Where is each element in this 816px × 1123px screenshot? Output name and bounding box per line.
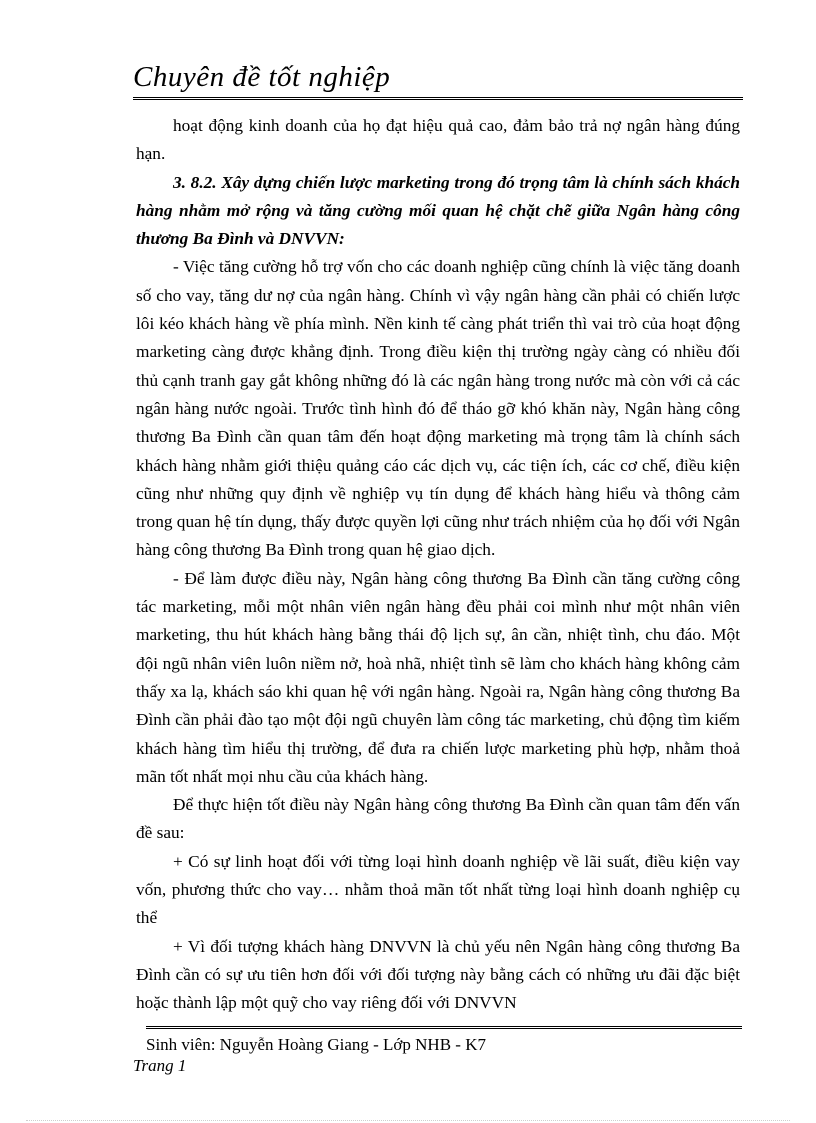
paragraph-1: hoạt động kinh doanh của họ đạt hiệu quả cao, đảm bảo trả nợ ngân hàng đúng hạn. [136, 116, 740, 164]
paragraph-6: + Vì đối tượng khách hàng DNVVN là chủ yếu nên Ngân hàng công thương Ba Đình cần có sự ưu tiên hơn đối với đối tượng này bằng cách có những ưu đãi đặc biệt hoặc thành lập một quỹ cho vay riêng đối với DNVVN [136, 936, 740, 1013]
paragraph-2: - Việc tăng cường hỗ trợ vốn cho các doanh nghiệp cũng chính là việc tăng doanh số cho vay, tăng dư nợ của ngân hàng. Chính vì vậy ngân hàng cần phải có chiến lược lôi kéo khách hàng về phía mình. Nền kinh tế càng phát triển thì vai trò của hoạt động marketing càng được khẳng định. Trong điều kiện thị trường ngày càng có nhiều đối thủ cạnh tranh gay gắt không những đó là các ngân hàng trong nước mà còn với cả các ngân hàng nước ngoài. Trước tình hình đó để tháo gỡ khó khăn này, Ngân hàng công thương Ba Đình cần quan tâm đến hoạt động marketing mà trọng tâm là chính sách khách hàng nhằm giới thiệu quảng cáo các dịch vụ, các tiện ích, các cơ chế, điều kiện cũng như những quy định về nghiệp vụ tín dụng để khách hàng hiểu và thông cảm trong quan hệ tín dụng, thấy được quyền lợi cũng như trách nhiệm của họ đối với Ngân hàng công thương Ba Đình trong quan hệ giao dịch. [136, 257, 740, 560]
document-body [136, 112, 740, 1018]
footer-divider [146, 1026, 742, 1029]
footer-page-number: Trang 1 [133, 1056, 187, 1075]
page-header-title: Chuyên đề tốt nghiệp [133, 61, 391, 93]
page-edge-line [26, 1120, 790, 1121]
section-heading: 3. 8.2. Xây dựng chiến lược marketing trong đó trọng tâm là chính sách khách hàng nhằm mở rộng và tăng cường mối quan hệ chặt chẽ giữa Ngân hàng công thương Ba Đình và DNVVN: [136, 172, 740, 249]
paragraph-3: - Để làm được điều này, Ngân hàng công thương Ba Đình cần tăng cường công tác marketing, mỗi một nhân viên ngân hàng đều phải coi mình như một nhân viên marketing, thu hút khách hàng bằng thái độ lịch sự, ân cần, nhiệt tình, chu đáo. Một đội ngũ nhân viên luôn niềm nở, hoà nhã, nhiệt tình sẽ làm cho khách hàng không cảm thấy xa lạ, khách sáo khi quan hệ với ngân hàng. Ngoài ra, Ngân hàng công thương Ba Đình cần phải đào tạo một đội ngũ chuyên làm công tác marketing, chủ động tìm kiếm khách hàng tìm hiểu thị trường, để đưa ra chiến lược marketing phù hợp, nhằm thoả mãn tốt nhất mọi nhu cầu của khách hàng. [136, 568, 740, 786]
footer-student-info: Sinh viên: Nguyễn Hoàng Giang - Lớp NHB - K7 [146, 1035, 486, 1054]
paragraph-4: Để thực hiện tốt điều này Ngân hàng công thương Ba Đình cần quan tâm đến vấn đề sau: [136, 795, 740, 843]
header-divider [133, 97, 743, 100]
paragraph-5: + Có sự linh hoạt đối với từng loại hình doanh nghiệp về lãi suất, điều kiện vay vốn, phương thức cho vay… nhằm thoả mãn tốt nhất từng loại hình doanh nghiệp cụ thể [136, 851, 740, 928]
